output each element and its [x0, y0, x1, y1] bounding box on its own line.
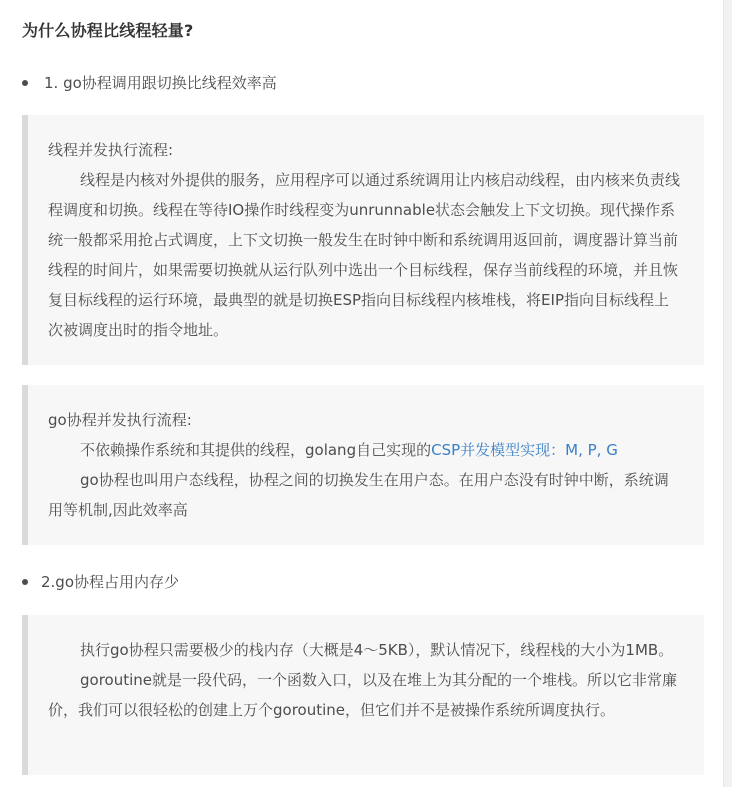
quote-2-line-1 [48, 435, 682, 465]
quote-1-title: 线程并发执行流程: [48, 141, 174, 159]
csp-model-link[interactable]: CSP并发模型实现：M, P, G [431, 441, 618, 459]
quote-3-para-1: 执行go协程只需要极少的栈内存（大概是4～5KB），默认情况下，线程栈的大小为1MB。 [80, 641, 674, 659]
bullet-dot-icon [22, 579, 28, 585]
blockquote-memory [22, 615, 704, 775]
quote-2-line-2: go协程也叫用户态线程，协程之间的切换发生在用户态。在用户态没有时钟中断，系统调用等机制,因此效率高 [48, 471, 669, 519]
list-item-2-text: 2.go协程占用内存少 [41, 573, 180, 591]
quote-1-body: 线程是内核对外提供的服务，应用程序可以通过系统调用让内核启动线程，由内核来负责线程调度和切换。线程在等待IO操作时线程变为unrunnable状态会触发上下文切换。现代操作系统一般都采用抢占式调度，上下文切换一般发生在时钟中断和系统调用返回前，调度器计算当前线程的时间片，如果需要切换就从运行队列中选出一个目标线程，保存当前线程的环境，并且恢复目标线程的运行环境，最典型的就是切换ESP指向目标线程内核堆栈，将EIP指向目标线程上次被调度出时的指令地址。 [48, 171, 681, 339]
quote-2-title: go协程并发执行流程: [48, 411, 192, 429]
section-heading: 为什么协程比线程轻量? [22, 21, 194, 40]
quote-2-line-1-text: 不依赖操作系统和其提供的线程，golang自己实现的 [80, 441, 432, 459]
quote-3-para-2: goroutine就是一段代码，一个函数入口，以及在堆上为其分配的一个堆栈。所以它非常廉价，我们可以很轻松的创建上万个goroutine，但它们并不是被操作系统所调度执行。 [48, 671, 678, 719]
scrollbar[interactable] [723, 0, 732, 787]
blockquote-goroutine-flow [22, 385, 704, 545]
list-item-1-text: 1. go协程调用跟切换比线程效率高 [44, 74, 277, 92]
blockquote-thread-flow [22, 115, 704, 365]
bullet-dot-icon [22, 80, 28, 86]
